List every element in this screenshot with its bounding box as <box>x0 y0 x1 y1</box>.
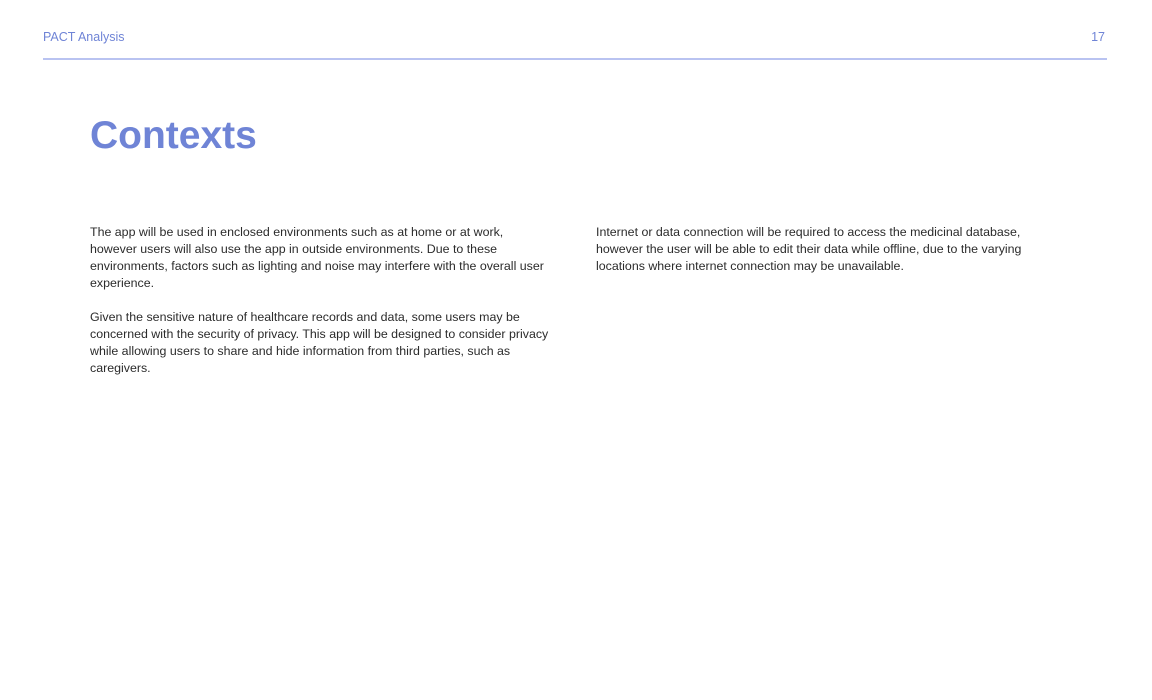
paragraph-environments: The app will be used in enclosed environments such as at home or at work, however users will also use the app in outside environments. Due to these environments, factors such as lighting and noise may interfere with the overall user experience. <box>90 225 544 290</box>
header-divider <box>43 58 1107 60</box>
left-text-column <box>90 224 550 394</box>
paragraph-connectivity: Internet or data connection will be required to access the medicinal database, however the user will be able to edit their data while offline, due to the varying locations where internet connection may be unavailable. <box>596 225 1022 273</box>
page-number: 17 <box>1091 30 1105 44</box>
document-section-title: PACT Analysis <box>43 30 125 44</box>
page-header <box>43 30 1107 46</box>
page-title: Contexts <box>90 114 257 157</box>
paragraph-privacy: Given the sensitive nature of healthcare records and data, some users may be concerned with the security of privacy. This app will be designed to consider privacy while allowing users to share and hide information from third parties, such as caregivers. <box>90 310 549 375</box>
right-text-column <box>596 224 1056 292</box>
